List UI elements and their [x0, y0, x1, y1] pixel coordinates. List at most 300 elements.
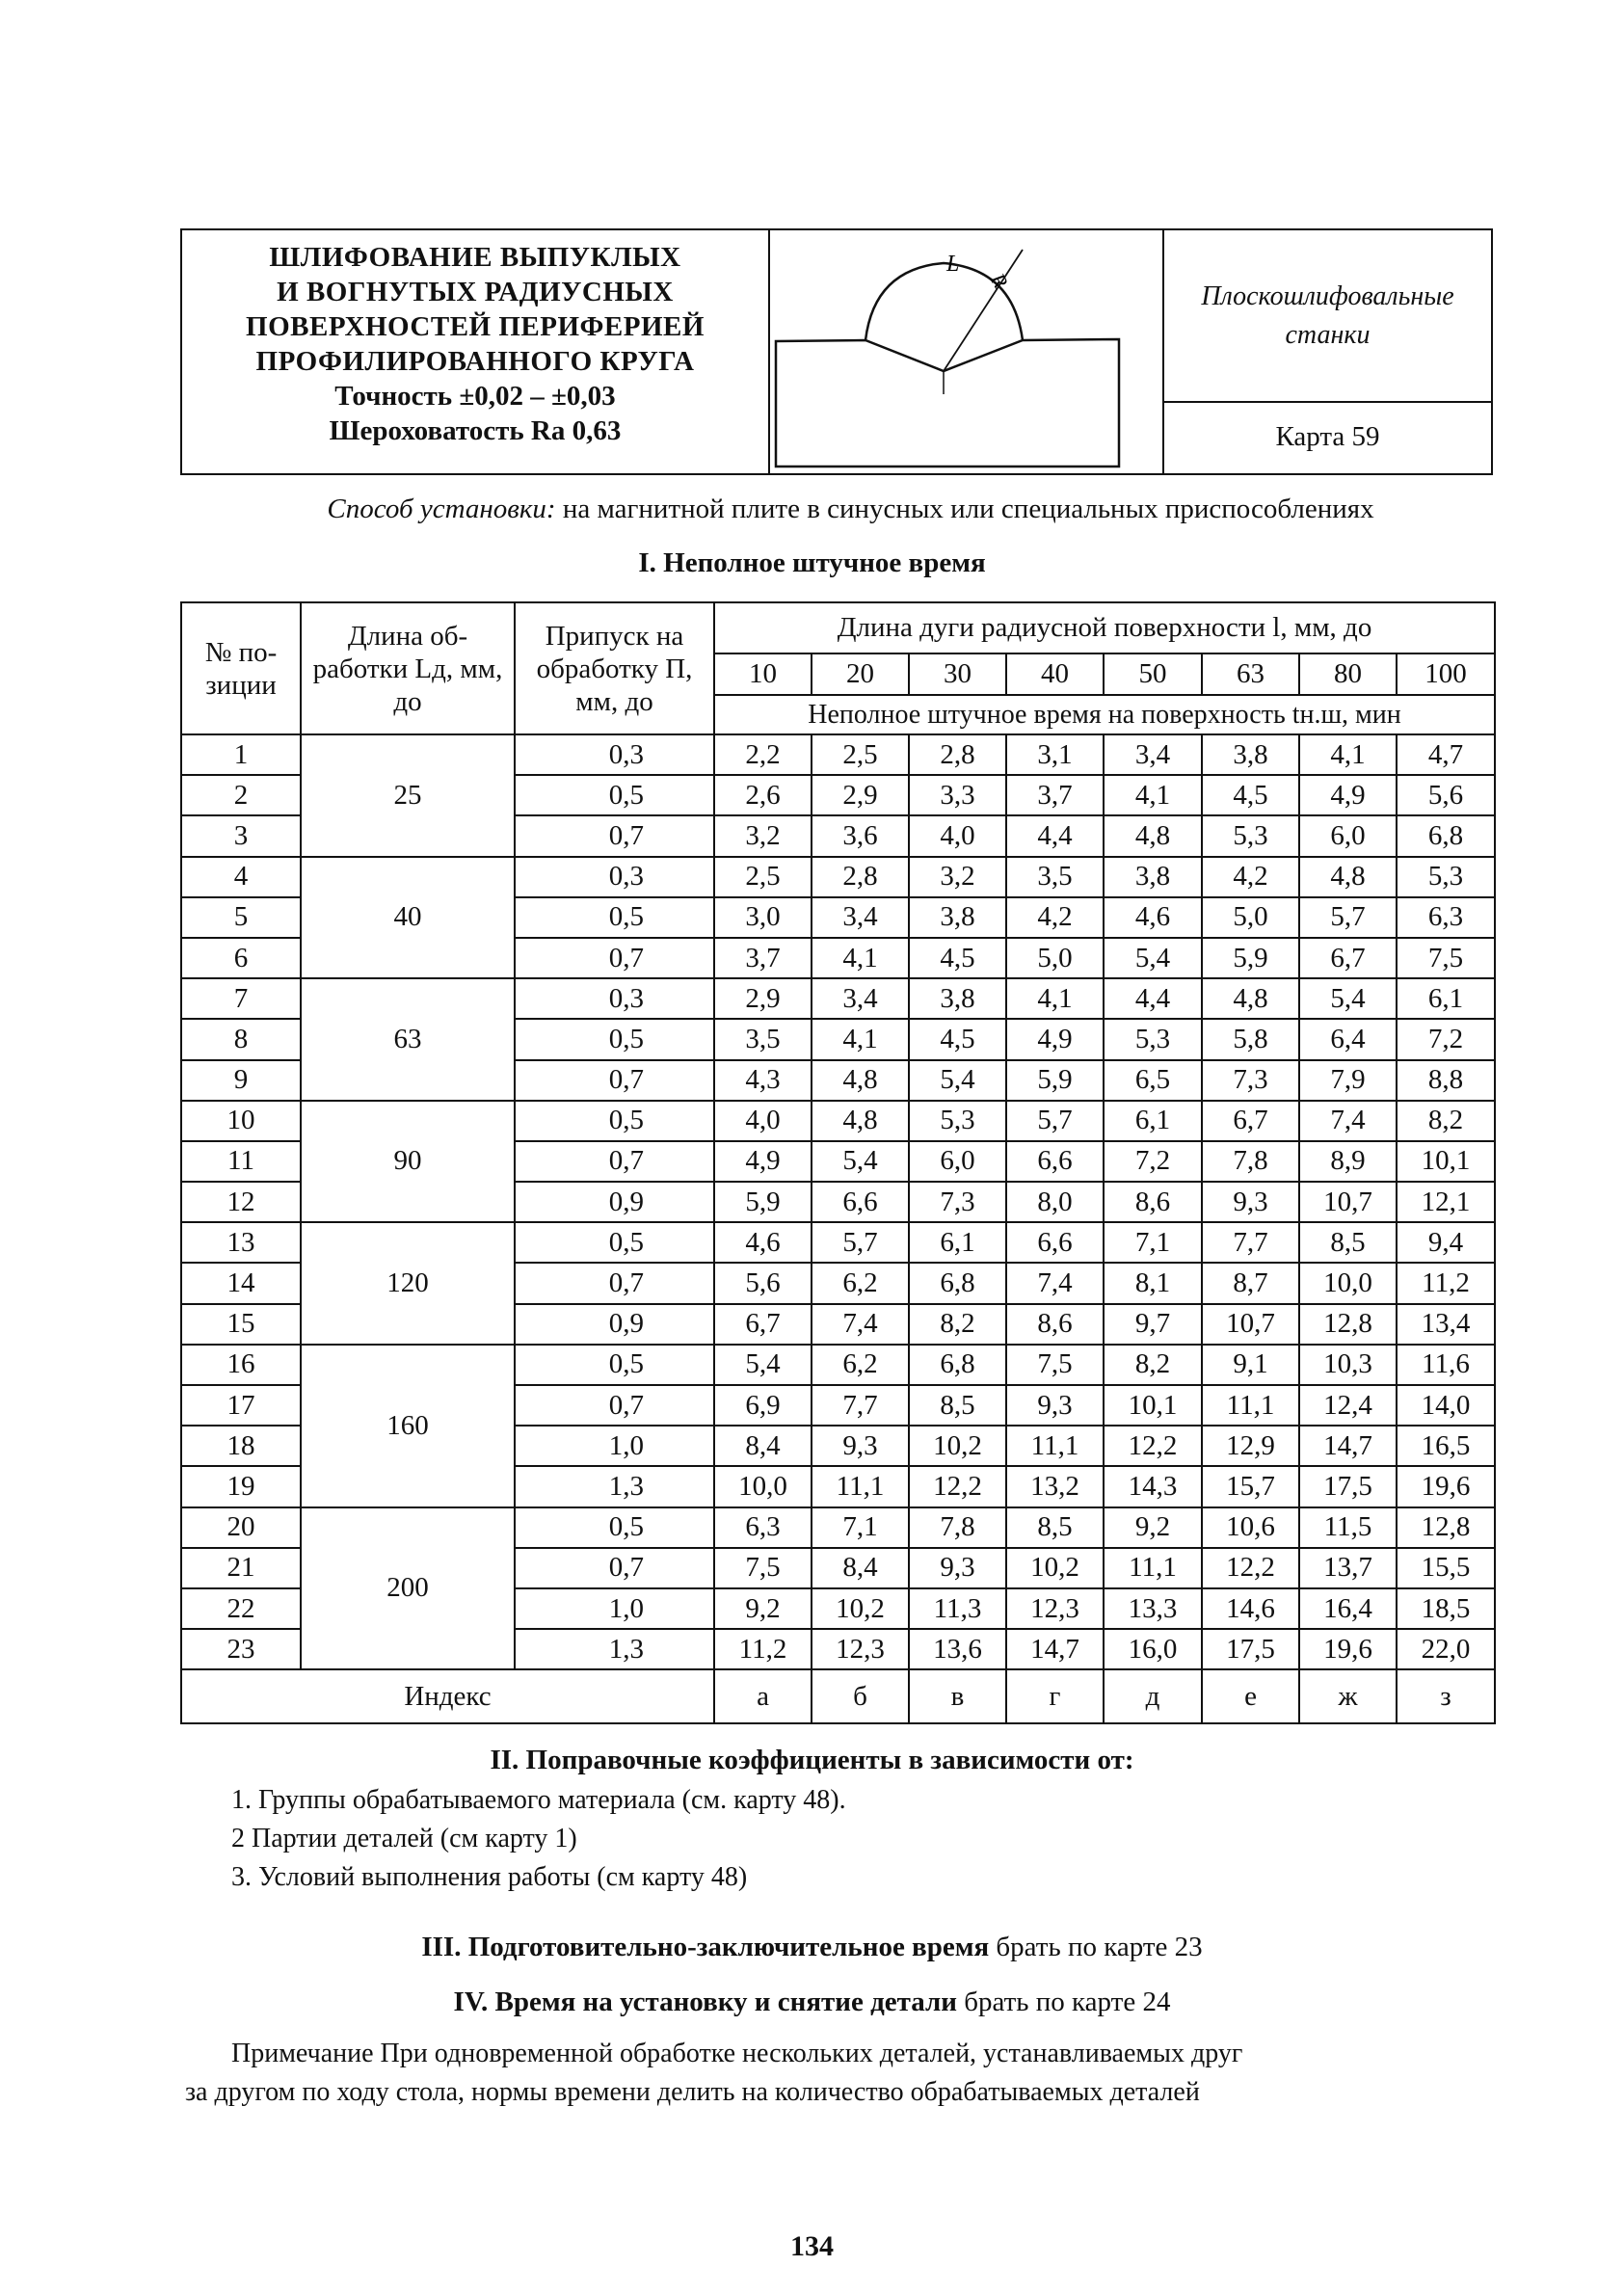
position-cell: 6	[181, 938, 301, 978]
time-cell: 4,1	[1006, 978, 1104, 1019]
time-cell: 11,2	[1397, 1263, 1495, 1303]
roughness: Шероховатость Ra 0,63	[329, 415, 622, 446]
time-cell: 9,3	[1006, 1385, 1104, 1426]
section2-title: II. Поправочные коэффициенты в зависимости от:	[490, 1745, 1134, 1775]
time-cell: 9,3	[812, 1426, 909, 1466]
time-cell: 8,0	[1006, 1182, 1104, 1222]
time-cell: 19,6	[1299, 1629, 1397, 1669]
position-cell: 13	[181, 1222, 301, 1263]
allowance-cell: 0,7	[515, 1548, 714, 1588]
time-cell: 14,7	[1299, 1426, 1397, 1466]
section4-text: брать по карте 24	[956, 1986, 1171, 2017]
time-cell: 5,4	[1299, 978, 1397, 1019]
time-cell: 7,2	[1397, 1019, 1495, 1059]
time-cell: 4,1	[812, 938, 909, 978]
arc-length-value: 30	[909, 653, 1006, 695]
time-cell: 4,9	[714, 1141, 812, 1182]
time-cell: 4,2	[1006, 897, 1104, 938]
time-cell: 8,6	[1006, 1304, 1104, 1345]
time-cell: 5,3	[1397, 857, 1495, 897]
time-cell: 7,5	[714, 1548, 812, 1588]
time-cell: 11,1	[1202, 1385, 1299, 1426]
time-cell: 3,4	[1104, 734, 1202, 775]
time-cell: 12,3	[812, 1629, 909, 1669]
coef-item: 3. Условий выполнения работы (см карту 48)	[231, 1862, 748, 1892]
allowance-cell: 1,0	[515, 1426, 714, 1466]
time-cell: 2,5	[714, 857, 812, 897]
allowance-cell: 0,5	[515, 1507, 714, 1548]
time-cell: 9,7	[1104, 1304, 1202, 1345]
time-cell: 10,2	[1006, 1548, 1104, 1588]
coef-item: 1. Группы обрабатываемого материала (см. карту 48).	[231, 1785, 846, 1815]
time-cell: 12,3	[1006, 1588, 1104, 1629]
time-cell: 2,6	[714, 775, 812, 815]
time-cell: 4,5	[909, 1019, 1006, 1059]
length-cell: 90	[301, 1101, 515, 1223]
time-cell: 8,5	[1299, 1222, 1397, 1263]
length-cell: 120	[301, 1222, 515, 1345]
time-cell: 5,6	[714, 1263, 812, 1303]
index-value: е	[1202, 1669, 1299, 1723]
time-cell: 4,4	[1006, 815, 1104, 856]
machine-line: станки	[1285, 319, 1371, 350]
time-cell: 5,7	[1006, 1101, 1104, 1141]
position-cell: 20	[181, 1507, 301, 1548]
time-cell: 5,9	[714, 1182, 812, 1222]
header-right-cell	[1164, 230, 1491, 473]
time-cell: 5,7	[812, 1222, 909, 1263]
table-row	[181, 857, 1495, 897]
time-cell: 6,6	[1006, 1222, 1104, 1263]
time-cell: 9,3	[1202, 1182, 1299, 1222]
allowance-cell: 1,0	[515, 1588, 714, 1629]
time-cell: 8,2	[1104, 1345, 1202, 1385]
time-cell: 4,1	[1104, 775, 1202, 815]
position-cell: 15	[181, 1304, 301, 1345]
time-cell: 5,3	[1104, 1019, 1202, 1059]
time-cell: 5,3	[1202, 815, 1299, 856]
time-cell: 4,8	[1104, 815, 1202, 856]
time-cell: 6,4	[1299, 1019, 1397, 1059]
time-cell: 8,2	[909, 1304, 1006, 1345]
time-cell: 2,9	[714, 978, 812, 1019]
title-line: И ВОГНУТЫХ РАДИУСНЫХ	[277, 277, 674, 307]
accuracy: Точность ±0,02 – ±0,03	[334, 381, 616, 412]
time-cell: 11,3	[909, 1588, 1006, 1629]
time-cell: 5,9	[1202, 938, 1299, 978]
allowance-cell: 0,9	[515, 1182, 714, 1222]
time-cell: 10,3	[1299, 1345, 1397, 1385]
col-header-position: № по-зиции	[181, 602, 301, 734]
allowance-cell: 1,3	[515, 1629, 714, 1669]
time-cell: 9,3	[909, 1548, 1006, 1588]
time-cell: 18,5	[1397, 1588, 1495, 1629]
note-line: Примечание При одновременной обработке нескольких деталей, устанавливаемых друг	[231, 2039, 1243, 2068]
allowance-cell: 0,5	[515, 1101, 714, 1141]
position-cell: 23	[181, 1629, 301, 1669]
time-cell: 10,0	[714, 1466, 812, 1506]
position-cell: 3	[181, 815, 301, 856]
time-table	[180, 601, 1496, 1724]
note-line: за другом по ходу стола, нормы времени делить на количество обрабатываемых деталей	[185, 2077, 1200, 2107]
length-cell: 25	[301, 734, 515, 857]
allowance-cell: 0,3	[515, 978, 714, 1019]
time-cell: 12,1	[1397, 1182, 1495, 1222]
position-cell: 21	[181, 1548, 301, 1588]
time-cell: 13,3	[1104, 1588, 1202, 1629]
position-cell: 7	[181, 978, 301, 1019]
index-value: ж	[1299, 1669, 1397, 1723]
section4	[0, 1986, 1624, 2018]
allowance-cell: 0,7	[515, 938, 714, 978]
time-cell: 3,8	[1202, 734, 1299, 775]
time-cell: 4,5	[909, 938, 1006, 978]
time-cell: 9,4	[1397, 1222, 1495, 1263]
table-row	[181, 978, 1495, 1019]
position-cell: 11	[181, 1141, 301, 1182]
time-cell: 6,1	[909, 1222, 1006, 1263]
time-cell: 5,4	[714, 1345, 812, 1385]
time-cell: 14,3	[1104, 1466, 1202, 1506]
time-cell: 6,1	[1397, 978, 1495, 1019]
time-cell: 9,2	[1104, 1507, 1202, 1548]
diagram-cell	[770, 230, 1164, 473]
setup-text: на магнитной плите в синусных или специальных приспособлениях	[555, 493, 1374, 524]
time-cell: 7,4	[1006, 1263, 1104, 1303]
table-row	[181, 734, 1495, 775]
allowance-cell: 0,7	[515, 1263, 714, 1303]
time-cell: 6,3	[714, 1507, 812, 1548]
allowance-cell: 0,3	[515, 857, 714, 897]
time-cell: 14,6	[1202, 1588, 1299, 1629]
card-number: Карта 59	[1275, 421, 1380, 452]
allowance-cell: 0,5	[515, 1345, 714, 1385]
time-cell: 8,7	[1202, 1263, 1299, 1303]
allowance-cell: 1,3	[515, 1466, 714, 1506]
time-cell: 5,3	[909, 1101, 1006, 1141]
allowance-cell: 0,5	[515, 897, 714, 938]
time-cell: 4,6	[1104, 897, 1202, 938]
time-cell: 5,0	[1006, 938, 1104, 978]
time-cell: 4,1	[812, 1019, 909, 1059]
time-cell: 6,6	[1006, 1141, 1104, 1182]
time-cell: 12,8	[1397, 1507, 1495, 1548]
time-cell: 4,0	[714, 1101, 812, 1141]
machine-type	[1164, 230, 1491, 403]
time-cell: 3,8	[909, 897, 1006, 938]
time-cell: 13,6	[909, 1629, 1006, 1669]
time-cell: 8,4	[812, 1548, 909, 1588]
time-cell: 8,4	[714, 1426, 812, 1466]
position-cell: 4	[181, 857, 301, 897]
section3-title: III. Подготовительно-заключительное время	[421, 1932, 990, 1962]
index-value: а	[714, 1669, 812, 1723]
allowance-cell: 0,7	[515, 1060, 714, 1101]
title-line: ПОВЕРХНОСТЕЙ ПЕРИФЕРИЕЙ	[246, 311, 705, 342]
time-cell: 4,8	[812, 1101, 909, 1141]
time-cell: 6,7	[1202, 1101, 1299, 1141]
arc-label: L	[946, 252, 960, 277]
time-cell: 7,4	[1299, 1101, 1397, 1141]
index-value: в	[909, 1669, 1006, 1723]
position-cell: 18	[181, 1426, 301, 1466]
time-cell: 13,4	[1397, 1304, 1495, 1345]
time-cell: 13,7	[1299, 1548, 1397, 1588]
setup-method	[39, 493, 1624, 525]
position-cell: 14	[181, 1263, 301, 1303]
position-cell: 10	[181, 1101, 301, 1141]
setup-label: Способ установки:	[327, 493, 556, 524]
time-cell: 12,8	[1299, 1304, 1397, 1345]
col-header-time: Неполное штучное время на поверхность tн.ш, мин	[714, 695, 1495, 734]
arc-length-value: 20	[812, 653, 909, 695]
time-cell: 17,5	[1202, 1629, 1299, 1669]
table-row	[181, 1222, 1495, 1263]
time-cell: 3,0	[714, 897, 812, 938]
position-cell: 19	[181, 1466, 301, 1506]
time-cell: 15,5	[1397, 1548, 1495, 1588]
time-cell: 7,5	[1397, 938, 1495, 978]
time-cell: 8,8	[1397, 1060, 1495, 1101]
arc-length-value: 10	[714, 653, 812, 695]
time-cell: 11,1	[812, 1466, 909, 1506]
time-cell: 6,2	[812, 1345, 909, 1385]
index-value: д	[1104, 1669, 1202, 1723]
time-cell: 8,1	[1104, 1263, 1202, 1303]
index-value: б	[812, 1669, 909, 1723]
time-cell: 5,7	[1299, 897, 1397, 938]
time-cell: 7,2	[1104, 1141, 1202, 1182]
col-header-allowance: Припуск на обработку П, мм, до	[515, 602, 714, 734]
time-cell: 9,2	[714, 1588, 812, 1629]
time-cell: 4,0	[909, 815, 1006, 856]
time-cell: 3,5	[714, 1019, 812, 1059]
header-title-cell	[182, 230, 770, 473]
time-cell: 6,0	[1299, 815, 1397, 856]
time-cell: 4,9	[1299, 775, 1397, 815]
page-number: 134	[790, 2230, 834, 2262]
table-row	[181, 1345, 1495, 1385]
header-box	[180, 228, 1493, 475]
time-cell: 3,2	[909, 857, 1006, 897]
time-cell: 10,7	[1299, 1182, 1397, 1222]
allowance-cell: 0,5	[515, 1222, 714, 1263]
time-cell: 14,0	[1397, 1385, 1495, 1426]
time-cell: 11,6	[1397, 1345, 1495, 1385]
time-cell: 5,4	[1104, 938, 1202, 978]
time-cell: 14,7	[1006, 1629, 1104, 1669]
section3	[0, 1932, 1624, 1963]
time-cell: 4,5	[1202, 775, 1299, 815]
time-cell: 2,8	[909, 734, 1006, 775]
time-cell: 17,5	[1299, 1466, 1397, 1506]
time-cell: 5,6	[1397, 775, 1495, 815]
table-row	[181, 1507, 1495, 1548]
time-cell: 3,5	[1006, 857, 1104, 897]
time-cell: 4,1	[1299, 734, 1397, 775]
arc-length-value: 40	[1006, 653, 1104, 695]
time-cell: 2,8	[812, 857, 909, 897]
time-cell: 22,0	[1397, 1629, 1495, 1669]
time-cell: 3,8	[909, 978, 1006, 1019]
time-cell: 3,8	[1104, 857, 1202, 897]
time-cell: 12,2	[1202, 1548, 1299, 1588]
time-cell: 5,4	[812, 1141, 909, 1182]
allowance-cell: 0,9	[515, 1304, 714, 1345]
time-cell: 12,2	[909, 1466, 1006, 1506]
title-line: ПРОФИЛИРОВАННОГО КРУГА	[255, 346, 695, 377]
time-cell: 4,9	[1006, 1019, 1104, 1059]
position-cell: 8	[181, 1019, 301, 1059]
time-cell: 13,2	[1006, 1466, 1104, 1506]
position-cell: 2	[181, 775, 301, 815]
time-cell: 6,9	[714, 1385, 812, 1426]
time-cell: 8,6	[1104, 1182, 1202, 1222]
col-header-arc-length: Длина дуги радиусной поверхности l, мм, до	[714, 602, 1495, 653]
time-cell: 3,3	[909, 775, 1006, 815]
time-cell: 6,3	[1397, 897, 1495, 938]
time-cell: 5,0	[1202, 897, 1299, 938]
time-cell: 8,2	[1397, 1101, 1495, 1141]
time-cell: 10,6	[1202, 1507, 1299, 1548]
time-cell: 10,1	[1104, 1385, 1202, 1426]
arc-length-value: 63	[1202, 653, 1299, 695]
time-cell: 9,1	[1202, 1345, 1299, 1385]
time-cell: 8,9	[1299, 1141, 1397, 1182]
time-cell: 7,3	[909, 1182, 1006, 1222]
length-cell: 160	[301, 1345, 515, 1507]
length-cell: 63	[301, 978, 515, 1101]
time-cell: 4,6	[714, 1222, 812, 1263]
index-value: з	[1397, 1669, 1495, 1723]
time-cell: 5,8	[1202, 1019, 1299, 1059]
allowance-cell: 0,7	[515, 1385, 714, 1426]
time-cell: 19,6	[1397, 1466, 1495, 1506]
time-cell: 6,8	[909, 1263, 1006, 1303]
time-cell: 7,8	[909, 1507, 1006, 1548]
time-cell: 10,2	[909, 1426, 1006, 1466]
time-cell: 3,7	[714, 938, 812, 978]
time-cell: 15,7	[1202, 1466, 1299, 1506]
time-cell: 11,1	[1006, 1426, 1104, 1466]
time-cell: 6,7	[1299, 938, 1397, 978]
position-cell: 1	[181, 734, 301, 775]
time-cell: 6,2	[812, 1263, 909, 1303]
allowance-cell: 0,7	[515, 815, 714, 856]
time-cell: 10,0	[1299, 1263, 1397, 1303]
time-cell: 8,5	[909, 1385, 1006, 1426]
time-cell: 2,9	[812, 775, 909, 815]
time-cell: 10,7	[1202, 1304, 1299, 1345]
time-cell: 7,7	[1202, 1222, 1299, 1263]
time-cell: 3,4	[812, 978, 909, 1019]
time-cell: 12,4	[1299, 1385, 1397, 1426]
time-cell: 6,1	[1104, 1101, 1202, 1141]
section3-text: брать по карте 23	[989, 1932, 1203, 1962]
time-cell: 7,3	[1202, 1060, 1299, 1101]
allowance-cell: 0,5	[515, 1019, 714, 1059]
arc-length-value: 50	[1104, 653, 1202, 695]
time-cell: 4,2	[1202, 857, 1299, 897]
time-cell: 7,7	[812, 1385, 909, 1426]
time-cell: 4,7	[1397, 734, 1495, 775]
time-cell: 16,4	[1299, 1588, 1397, 1629]
time-cell: 7,4	[812, 1304, 909, 1345]
time-cell: 2,2	[714, 734, 812, 775]
time-cell: 6,5	[1104, 1060, 1202, 1101]
radius-surface-diagram	[770, 230, 1160, 473]
time-cell: 16,0	[1104, 1629, 1202, 1669]
arc-length-value: 80	[1299, 653, 1397, 695]
time-cell: 7,8	[1202, 1141, 1299, 1182]
time-cell: 7,1	[1104, 1222, 1202, 1263]
machine-line: Плоскошлифовальные	[1201, 280, 1454, 311]
radius-label: R	[985, 269, 1014, 293]
time-cell: 3,6	[812, 815, 909, 856]
position-cell: 17	[181, 1385, 301, 1426]
time-cell: 6,7	[714, 1304, 812, 1345]
index-value: г	[1006, 1669, 1104, 1723]
allowance-cell: 0,7	[515, 1141, 714, 1182]
length-cell: 40	[301, 857, 515, 979]
time-cell: 12,9	[1202, 1426, 1299, 1466]
time-cell: 4,4	[1104, 978, 1202, 1019]
section4-title: IV. Время на установку и снятие детали	[453, 1986, 957, 2017]
col-header-length: Длина об-работки Lд, мм, до	[301, 602, 515, 734]
time-cell: 16,5	[1397, 1426, 1495, 1466]
time-cell: 7,5	[1006, 1345, 1104, 1385]
time-cell: 10,1	[1397, 1141, 1495, 1182]
position-cell: 12	[181, 1182, 301, 1222]
table-row	[181, 1101, 1495, 1141]
time-cell: 5,9	[1006, 1060, 1104, 1101]
position-cell: 16	[181, 1345, 301, 1385]
time-cell: 4,3	[714, 1060, 812, 1101]
time-cell: 2,5	[812, 734, 909, 775]
time-cell: 11,2	[714, 1629, 812, 1669]
time-cell: 4,8	[812, 1060, 909, 1101]
arc-length-value: 100	[1397, 653, 1495, 695]
time-cell: 6,8	[1397, 815, 1495, 856]
time-cell: 11,5	[1299, 1507, 1397, 1548]
title-line: ШЛИФОВАНИЕ ВЫПУКЛЫХ	[269, 242, 681, 273]
time-cell: 5,4	[909, 1060, 1006, 1101]
time-cell: 3,1	[1006, 734, 1104, 775]
time-cell: 4,8	[1299, 857, 1397, 897]
section1-title: I. Неполное штучное время	[638, 547, 986, 578]
position-cell: 22	[181, 1588, 301, 1629]
index-label: Индекс	[181, 1669, 714, 1723]
time-cell: 11,1	[1104, 1548, 1202, 1588]
time-cell: 6,0	[909, 1141, 1006, 1182]
position-cell: 5	[181, 897, 301, 938]
time-cell: 8,5	[1006, 1507, 1104, 1548]
time-cell: 7,9	[1299, 1060, 1397, 1101]
time-cell: 3,7	[1006, 775, 1104, 815]
position-cell: 9	[181, 1060, 301, 1101]
length-cell: 200	[301, 1507, 515, 1670]
time-cell: 4,8	[1202, 978, 1299, 1019]
index-row	[181, 1669, 1495, 1723]
time-cell: 3,4	[812, 897, 909, 938]
allowance-cell: 0,3	[515, 734, 714, 775]
coef-item: 2 Партии деталей (см карту 1)	[231, 1824, 577, 1853]
time-cell: 6,8	[909, 1345, 1006, 1385]
time-cell: 12,2	[1104, 1426, 1202, 1466]
time-cell: 7,1	[812, 1507, 909, 1548]
allowance-cell: 0,5	[515, 775, 714, 815]
time-cell: 6,6	[812, 1182, 909, 1222]
